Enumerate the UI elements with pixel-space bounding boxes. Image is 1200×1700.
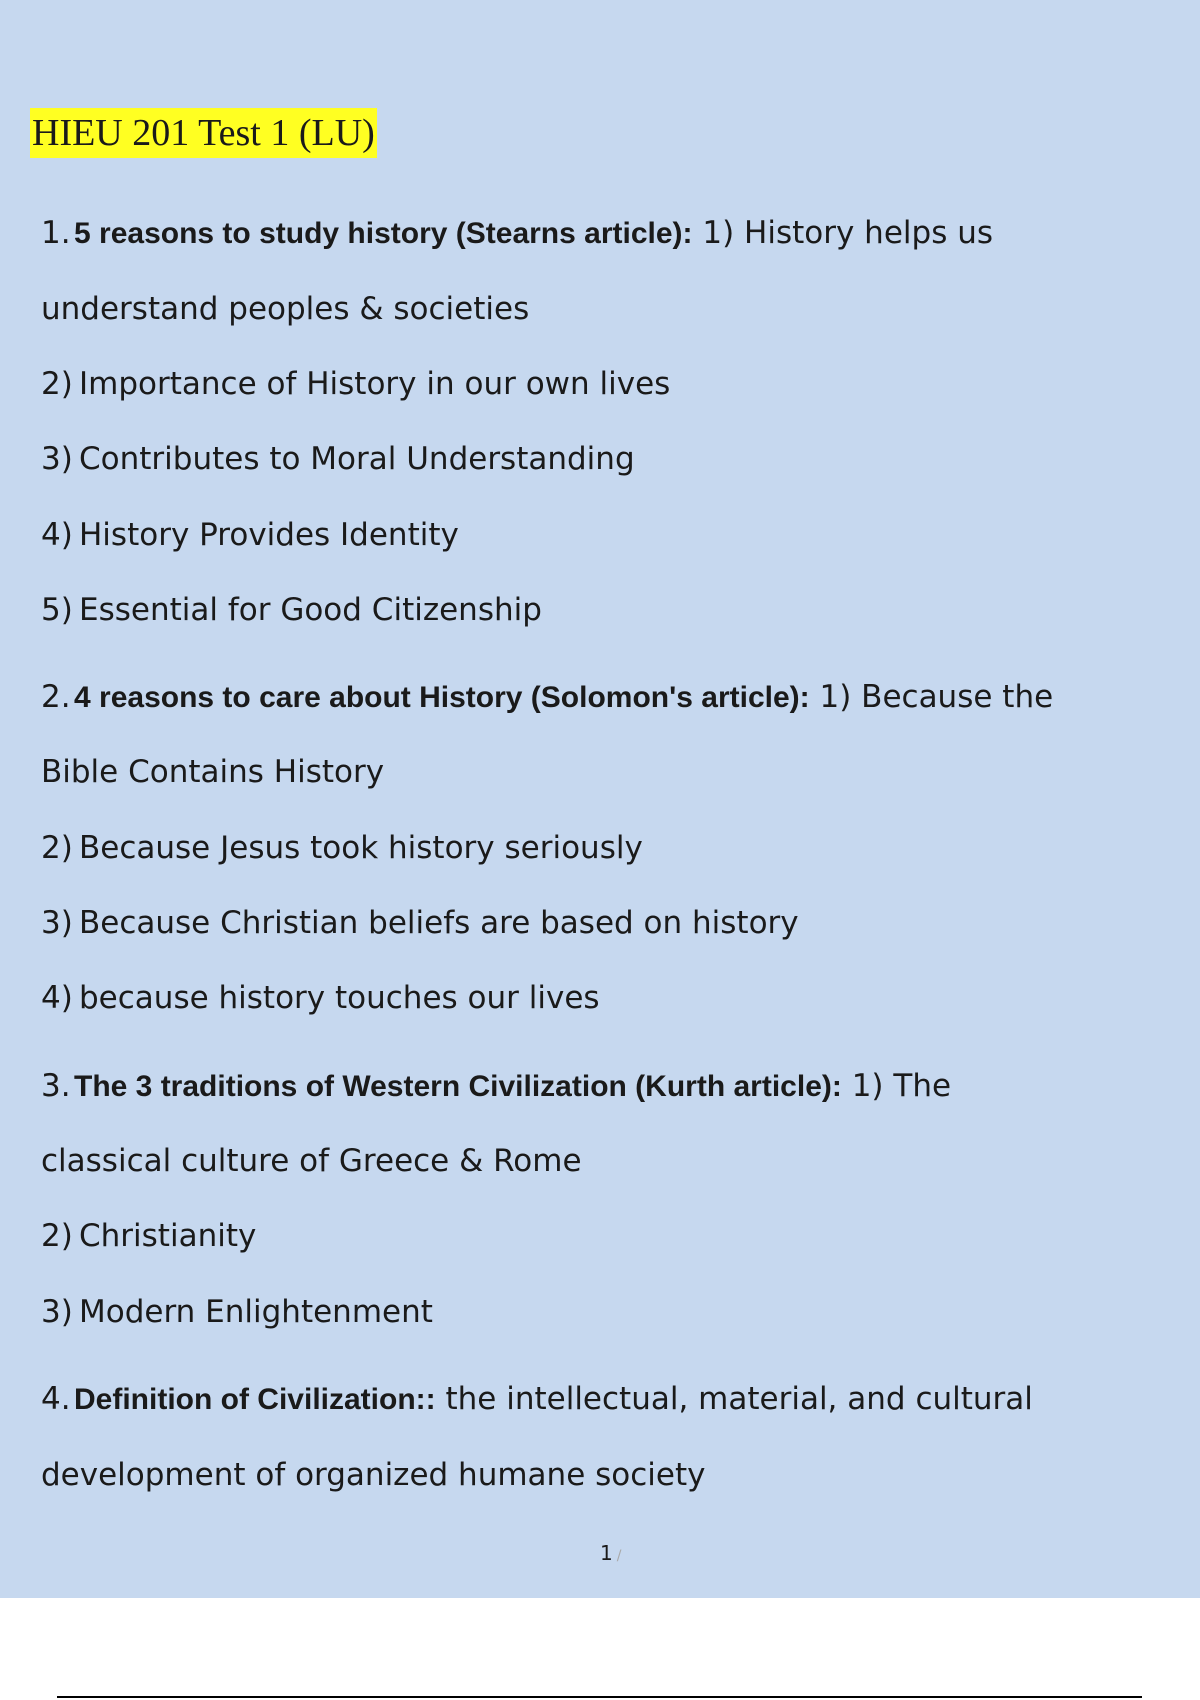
item-text: Because Christian beliefs are based on history: [79, 905, 799, 941]
question-2-continuation: Bible Contains History: [41, 754, 385, 790]
list-item: [41, 364, 670, 404]
item-number: 2): [41, 830, 73, 866]
item-text: because history touches our lives: [79, 980, 600, 1016]
item-text: History Provides Identity: [79, 517, 459, 553]
question-text: 1) History helps us: [692, 215, 993, 251]
question-number: 1.: [41, 215, 71, 251]
item-number: 3): [41, 905, 73, 941]
item-text: Modern Enlightenment: [79, 1294, 433, 1330]
question-lead: 4 reasons to care about History (Solomon's article):: [74, 681, 810, 714]
page-number-value: 1: [600, 1541, 613, 1565]
list-item: [41, 903, 799, 943]
page-number-separator: /: [616, 1548, 622, 1564]
question-4-continuation: development of organized humane society: [41, 1457, 706, 1493]
document-title: HIEU 201 Test 1 (LU): [30, 108, 377, 158]
item-number: 4): [41, 517, 73, 553]
footer-rule: [57, 1696, 1142, 1698]
question-number: 4.: [41, 1381, 71, 1417]
question-lead: 5 reasons to study history (Stearns article):: [74, 217, 693, 250]
item-number: 3): [41, 441, 73, 477]
list-item: [41, 828, 643, 868]
question-number: 2.: [41, 679, 71, 715]
question-1-continuation: understand peoples & societies: [41, 291, 530, 327]
question-text: 1) Because the: [809, 679, 1054, 715]
item-text: Contributes to Moral Understanding: [79, 441, 635, 477]
item-number: 5): [41, 592, 73, 628]
item-number: 2): [41, 366, 73, 402]
list-item: [41, 590, 542, 630]
list-item: [41, 439, 635, 479]
item-number: 4): [41, 980, 73, 1016]
list-item: [41, 1216, 256, 1256]
question-lead: Definition of Civilization::: [74, 1383, 436, 1416]
item-text: Because Jesus took history seriously: [79, 830, 643, 866]
list-item: [41, 978, 600, 1018]
question-3-heading: [41, 1066, 951, 1107]
question-1-heading: [41, 213, 993, 254]
item-text: Christianity: [79, 1218, 257, 1254]
question-number: 3.: [41, 1068, 71, 1104]
item-text: Essential for Good Citizenship: [79, 592, 542, 628]
question-text: 1) The: [841, 1068, 952, 1104]
question-text: the intellectual, material, and cultural: [435, 1381, 1033, 1417]
list-item: [41, 1292, 433, 1332]
item-number: 2): [41, 1218, 73, 1254]
question-lead: The 3 traditions of Western Civilization (Kurth article):: [74, 1070, 842, 1103]
question-2-heading: [41, 677, 1053, 718]
item-text: Importance of History in our own lives: [79, 366, 671, 402]
question-3-continuation: classical culture of Greece & Rome: [41, 1143, 582, 1179]
question-4-heading: [41, 1379, 1033, 1420]
list-item: [41, 515, 459, 555]
page-number: [600, 1540, 621, 1569]
item-number: 3): [41, 1294, 73, 1330]
